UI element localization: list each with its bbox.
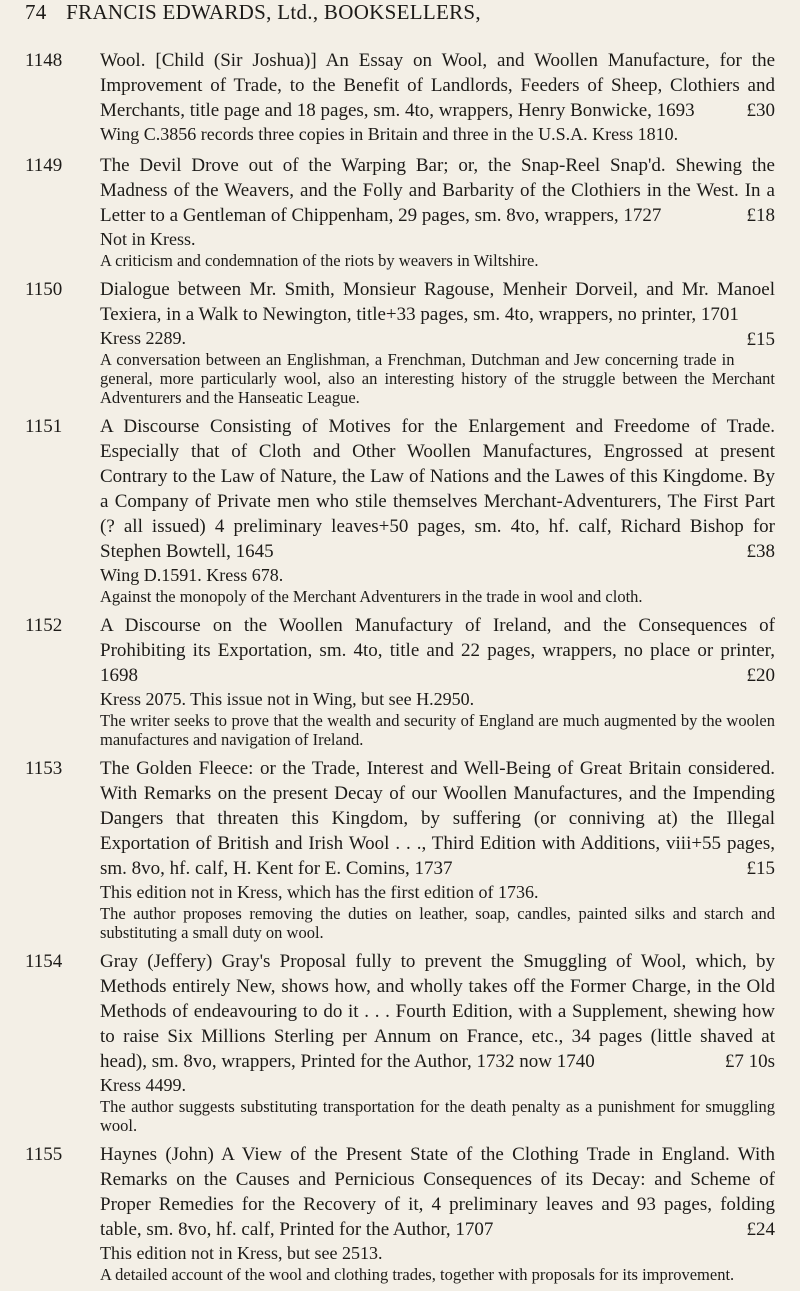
catalogue-entry [25,949,775,1135]
entry-price: £18 [746,205,775,226]
entry-title: Dialogue between Mr. Smith, Monsieur Ragouse, Menheir Dorveil, and Mr. Manoel Texiera, in a Walk to Newington, title+33 pages, sm. 4to, wrappers, no printer, 1701 [100,279,775,325]
entry-reference: Wing C.3856 records three copies in Britain and three in the U.S.A. Kress 1810. [100,124,679,144]
entry-note: The author suggests substituting transportation for the death penalty as a punishment for smuggling wool. [100,1097,775,1135]
entry-note: The writer seeks to prove that the wealth and security of England are much augmented by the woolen manufactures and navigation of Ireland. [100,711,775,749]
page-header [25,0,775,25]
catalogue-entry [25,756,775,942]
entry-title: A Discourse on the Woollen Manufactury of Ireland, and the Consequences of Prohibiting its Exportation, sm. 4to, title and 22 pages, wrappers, no place or printer, 1698 [100,615,775,686]
lot-number: 1155 [25,1144,63,1165]
entry-reference: This edition not in Kress, which has the first edition of 1736. [100,882,539,902]
entry-price: £24 [746,1219,775,1240]
lot-number: 1154 [25,951,63,972]
entry-note: Against the monopoly of the Merchant Adventurers in the trade in wool and cloth. [100,587,643,606]
entry-price: £38 [746,541,775,562]
entry-reference: This edition not in Kress, but see 2513. [100,1243,383,1263]
entry-title: The Golden Fleece: or the Trade, Interest and Well-Being of Great Britain considered. With Remarks on the present Decay of our Woollen Manufactures, and the Impending Dangers that threaten this Kingdom, by suffering (or conniving at) the Illegal Exportation of British and Irish Wool . . ., Third Edition with Additions, viii+55 pages, sm. 8vo, hf. calf, H. Kent for E. Comins, 1737 [100,758,775,879]
entry-note: A conversation between an Englishman, a Frenchman, Dutchman and Jew concerning trade in general, more particularly wool, also an interesting history of the struggle between the Merchant Adventurers and the Hanseatic League. [100,350,775,407]
lot-number: 1151 [25,416,63,437]
entry-description [100,1142,775,1242]
catalogue-entry [25,414,775,606]
catalogue-entry [25,1142,775,1284]
entry-note: A detailed account of the wool and clothing trades, together with proposals for its improvement. [100,1265,735,1284]
lot-number: 1149 [25,155,63,176]
entry-description [100,613,775,688]
lot-number: 1148 [25,50,63,71]
entry-reference: Wing D.1591. Kress 678. [100,565,284,585]
entry-title: A Discourse Consisting of Motives for the Enlargement and Freedome of Trade. Especially that of Cloth and Other Woollen Manufactures, Engrossed at present Contrary to the Law of Nature, the Law of Nations and the Lawes of this Kingdome. By a Company of Private men who stile themselves Merchant-Adventurers, The First Part (? all issued) 4 preliminary leaves+50 pages, sm. 4to, hf. calf, Richard Bishop for Stephen Bowtell, 1645 [100,416,775,562]
entry-description [100,949,775,1074]
entry-reference: Kress 2075. This issue not in Wing, but see H.2950. [100,689,475,709]
entry-price: £7 10s [724,1051,775,1072]
entry-price: £15 [746,329,775,350]
lot-number: 1153 [25,758,63,779]
catalogue-entries [25,48,775,1291]
entry-title: Gray (Jeffery) Gray's Proposal fully to prevent the Smuggling of Wool, which, by Methods entirely New, shows how, and wholly takes off the Former Charge, in the Old Methods of endeavouring to do it . . . Fourth Edition, with a Supplement, shewing how to raise Six Millions Sterling per Annum on France, etc., 34 pages (little shaved at head), sm. 8vo, wrappers, Printed for the Author, 1732 now 1740 [100,951,775,1072]
entry-price: £30 [746,100,775,121]
entry-description [100,48,775,123]
entry-title: Haynes (John) A View of the Present State of the Clothing Trade in England. With Remarks on the Causes and Pernicious Consequences of its Decay: and Scheme of Proper Remedies for the Recovery of it, 4 preliminary leaves and 93 pages, folding table, sm. 8vo, hf. calf, Printed for the Author, 1707 [100,1144,775,1240]
entry-reference: Kress 4499. [100,1075,186,1095]
catalogue-entry [25,153,775,270]
running-title: FRANCIS EDWARDS, Ltd., BOOKSELLERS, [66,0,481,24]
entry-price: £15 [746,858,775,879]
catalogue-entry [25,48,775,146]
entry-note: The author proposes removing the duties on leather, soap, candles, painted silks and starch and substituting a small duty on wool. [100,904,775,942]
entry-description [100,153,775,228]
lot-number: 1150 [25,279,63,300]
entry-title: Wool. [Child (Sir Joshua)] An Essay on Wool, and Woollen Manufacture, for the Improvement of Trade, to the Benefit of Landlords, Feeders of Sheep, Clothiers and Merchants, title page and 18 pages, sm. 4to, wrappers, Henry Bonwicke, 1693 [100,50,775,121]
entry-reference: Kress 2289. [100,328,186,348]
entry-title: The Devil Drove out of the Warping Bar; or, the Snap-Reel Snap'd. Shewing the Madness of the Weavers, and the Folly and Barbarity of the Clothiers in the West. In a Letter to a Gentleman of Chippenham, 29 pages, sm. 8vo, wrappers, 1727 [100,155,775,226]
catalogue-entry [25,613,775,749]
entry-description [100,756,775,881]
entry-reference: Not in Kress. [100,229,196,249]
entry-note: A criticism and condemnation of the riots by weavers in Wiltshire. [100,251,539,270]
lot-number: 1152 [25,615,63,636]
entry-description [100,414,775,564]
entry-price: £20 [746,665,775,686]
page-number: 74 [25,0,47,24]
catalogue-entry [25,277,775,407]
